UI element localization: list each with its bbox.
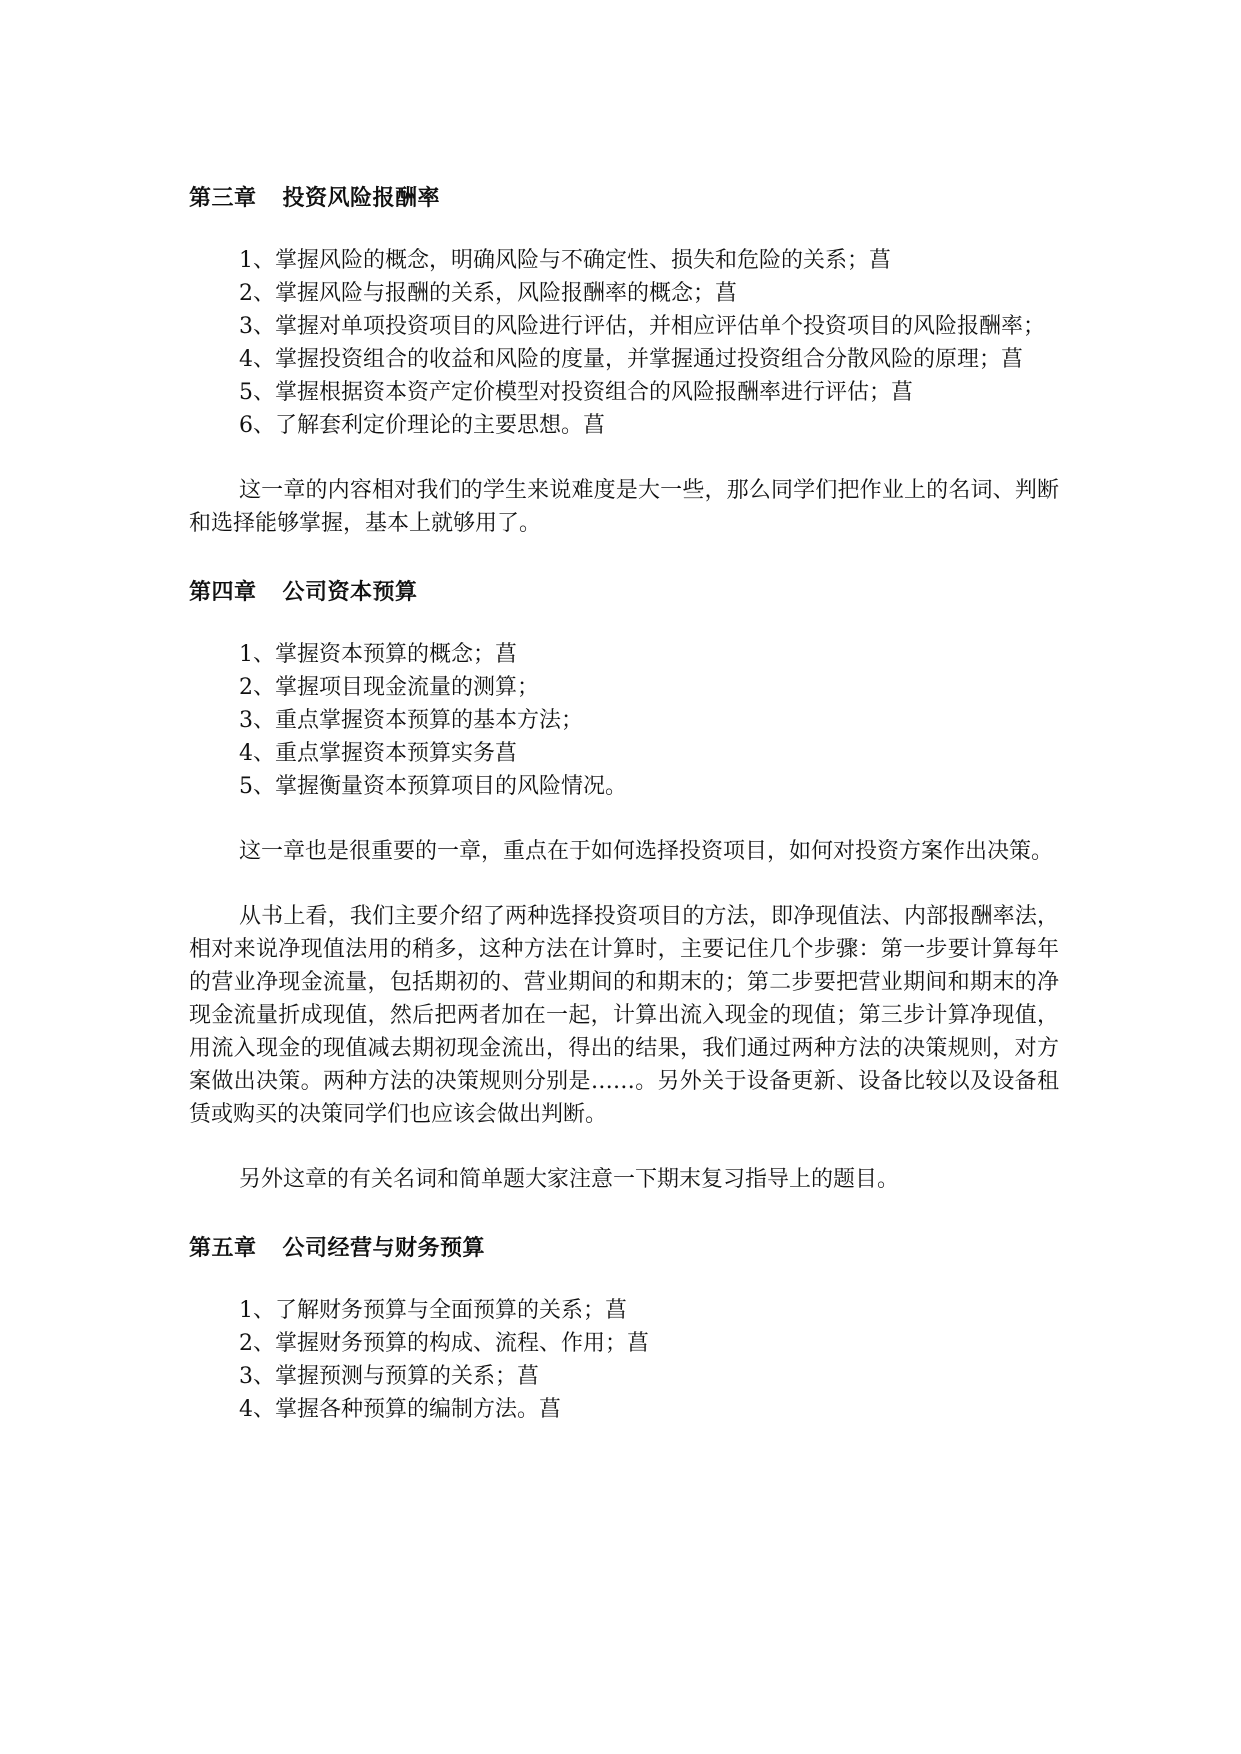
- objective-item: 4、重点掌握资本预算实务菖: [239, 741, 517, 766]
- chapter-heading: [189, 180, 1059, 218]
- objective-item: 4、掌握各种预算的编制方法。菖: [239, 1397, 561, 1422]
- chapter-number: 第四章: [189, 580, 257, 605]
- chapter-title: 公司经营与财务预算: [282, 1236, 486, 1261]
- objective-item: 2、掌握项目现金流量的测算；: [239, 675, 539, 700]
- objectives-list: [189, 638, 1059, 803]
- objective-item: 1、掌握资本预算的概念；菖: [239, 642, 517, 667]
- objective-item: 1、掌握风险的概念，明确风险与不确定性、损失和危险的关系；菖: [239, 248, 891, 273]
- document-page: [189, 180, 1059, 1426]
- body-paragraph: 另外这章的有关名词和简单题大家注意一下期末复习指导上的题目。: [239, 1167, 900, 1192]
- chapter-4-section: [189, 574, 1059, 1196]
- body-paragraph: 从书上看，我们主要介绍了两种选择投资项目的方法，即净现值法、内部报酬率法，相对来说净现值法用的稍多，这种方法在计算时，主要记住几个步骤：第一步要计算每年的营业净现金流量，包括期初的、营业期间的和期末的；第二步要把营业期间和期末的净现金流量折成现值，然后把两者加在一起，计算出流入现金的现值；第三步计算净现值，用流入现金的现值减去期初现金流出，得出的结果，我们通过两种方法的决策规则，对方案做出决策。两种方法的决策规则分别是……。另外关于设备更新、设备比较以及设备租赁或购买的决策同学们也应该会做出判断。: [189, 904, 1059, 1127]
- objective-item: 2、掌握风险与报酬的关系，风险报酬率的概念；菖: [239, 281, 737, 306]
- chapter-3-section: [189, 180, 1059, 540]
- objective-item: 1、了解财务预算与全面预算的关系；菖: [239, 1298, 627, 1323]
- chapter-heading: [189, 1230, 1059, 1268]
- body-paragraph: 这一章的内容相对我们的学生来说难度是大一些，那么同学们把作业上的名词、判断和选择能够掌握，基本上就够用了。: [189, 478, 1059, 536]
- objectives-list: [189, 244, 1059, 442]
- chapter-number: 第三章: [189, 186, 257, 211]
- objectives-list: [189, 1294, 1059, 1426]
- objective-item: 3、掌握对单项投资项目的风险进行评估，并相应评估单个投资项目的风险报酬率；: [239, 314, 1045, 339]
- objective-item: 3、掌握预测与预算的关系；菖: [239, 1364, 539, 1389]
- objective-item: 2、掌握财务预算的构成、流程、作用；菖: [239, 1331, 649, 1356]
- objective-item: 5、掌握衡量资本预算项目的风险情况。: [239, 774, 627, 799]
- chapter-5-section: [189, 1230, 1059, 1426]
- body-paragraph: 这一章也是很重要的一章，重点在于如何选择投资项目，如何对投资方案作出决策。: [239, 839, 1054, 864]
- objective-item: 6、了解套利定价理论的主要思想。菖: [239, 413, 605, 438]
- chapter-number: 第五章: [189, 1236, 257, 1261]
- objective-item: 4、掌握投资组合的收益和风险的度量，并掌握通过投资组合分散风险的原理；菖: [239, 347, 1023, 372]
- chapter-title: 投资风险报酬率: [282, 186, 441, 211]
- objective-item: 5、掌握根据资本资产定价模型对投资组合的风险报酬率进行评估；菖: [239, 380, 913, 405]
- chapter-heading: [189, 574, 1059, 612]
- objective-item: 3、重点掌握资本预算的基本方法；: [239, 708, 583, 733]
- chapter-title: 公司资本预算: [282, 580, 418, 605]
